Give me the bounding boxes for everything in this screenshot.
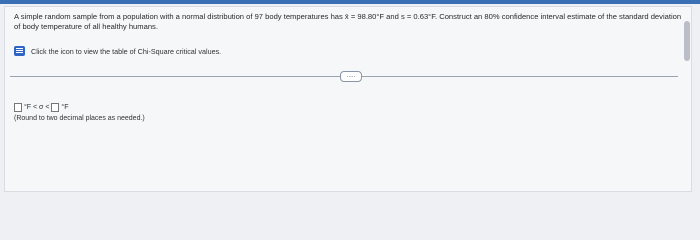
expand-more-button[interactable]: ..... (340, 71, 362, 82)
upper-unit-label: °F (61, 104, 69, 111)
sample-mean-symbol: x̄ (344, 12, 349, 21)
rounding-instruction: (Round to two decimal places as needed.) (14, 115, 145, 122)
question-text (14, 12, 686, 32)
question-text-end: = 98.80°F and s = 0.63°F. Construct an 80% confidence interval estimate of the standard deviation of body temperature of all healthy humans. (14, 12, 682, 31)
table-icon[interactable] (14, 46, 25, 56)
question-text-start: A simple random sample from a population with a normal distribution of 97 body temperatures has (14, 12, 345, 21)
upper-bound-input[interactable] (51, 103, 59, 112)
chi-square-table-link[interactable] (14, 46, 221, 56)
question-panel (4, 6, 692, 192)
answer-row (14, 103, 70, 112)
chi-square-hint-label: Click the icon to view the table of Chi-Square critical values. (31, 46, 222, 56)
header-bar (0, 0, 700, 4)
interval-inequality-label: °F < σ < (24, 104, 50, 111)
lower-bound-input[interactable] (14, 103, 22, 112)
